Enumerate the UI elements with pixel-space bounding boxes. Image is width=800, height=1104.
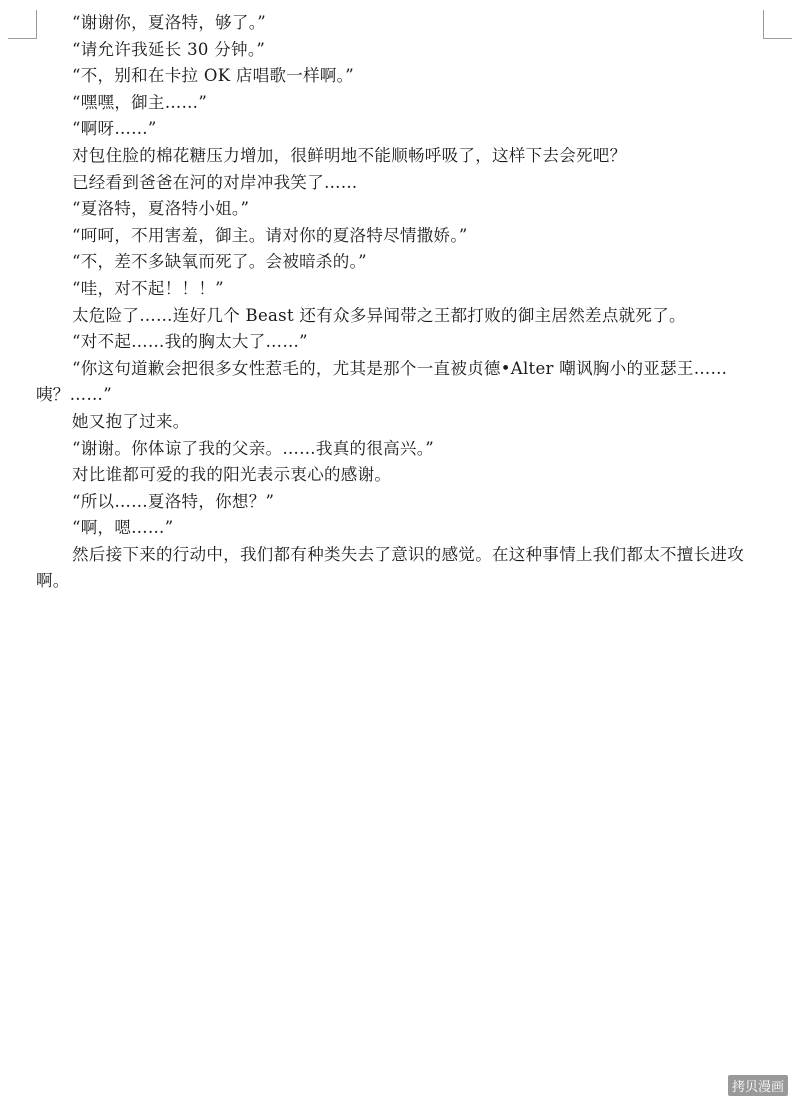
paragraph: “不，别和在卡拉 OK 店唱歌一样啊。” <box>72 66 354 86</box>
paragraph: “不，差不多缺氧而死了。会被暗杀的。” <box>72 252 367 272</box>
margin-corner-mark <box>8 10 37 39</box>
margin-corner-mark <box>763 10 792 39</box>
paragraph: 对包住脸的棉花糖压力增加，很鲜明地不能顺畅呼吸了，这样下去会死吧？ <box>72 145 627 165</box>
paragraph: “对不起……我的胸太大了……” <box>72 332 308 352</box>
paragraph: 然后接下来的行动中，我们都有种类失去了意识的感觉。在这种事情上我们都太不擅长进攻啊。 <box>36 544 744 591</box>
paragraph: 太危险了……连好几个 Beast 还有众多异闻带之王都打败的御主居然差点就死了。 <box>72 305 686 325</box>
paragraph: “哇，对不起！！！” <box>72 278 224 298</box>
paragraph: “嘿嘿，御主……” <box>72 92 208 112</box>
paragraph: 已经看到爸爸在河的对岸冲我笑了…… <box>72 172 358 192</box>
paragraph: “你这句道歉会把很多女性惹毛的，尤其是那个一直被贞德•Alter 嘲讽胸小的亚瑟王……咦？……” <box>36 358 728 405</box>
paragraph: “请允许我延长 30 分钟。” <box>72 39 266 59</box>
paragraph: “啊，嗯……” <box>72 518 174 538</box>
paragraph: “谢谢你，夏洛特，够了。” <box>72 13 267 32</box>
paragraph: “啊呀……” <box>72 119 157 139</box>
paragraph: “谢谢。你体谅了我的父亲。……我真的很高兴。” <box>72 438 435 458</box>
watermark-logo: 拷贝漫画 <box>728 1075 788 1096</box>
paragraph: “呵呵，不用害羞，御主。请对你的夏洛特尽情撒娇。” <box>72 225 468 245</box>
paragraph: “所以……夏洛特，你想？” <box>72 491 275 511</box>
paragraph: 她又抱了过来。 <box>72 411 190 431</box>
paragraph: “夏洛特，夏洛特小姐。” <box>72 199 250 219</box>
document-body <box>36 10 764 595</box>
paragraph: 对比谁都可爱的我的阳光表示衷心的感谢。 <box>72 465 392 485</box>
